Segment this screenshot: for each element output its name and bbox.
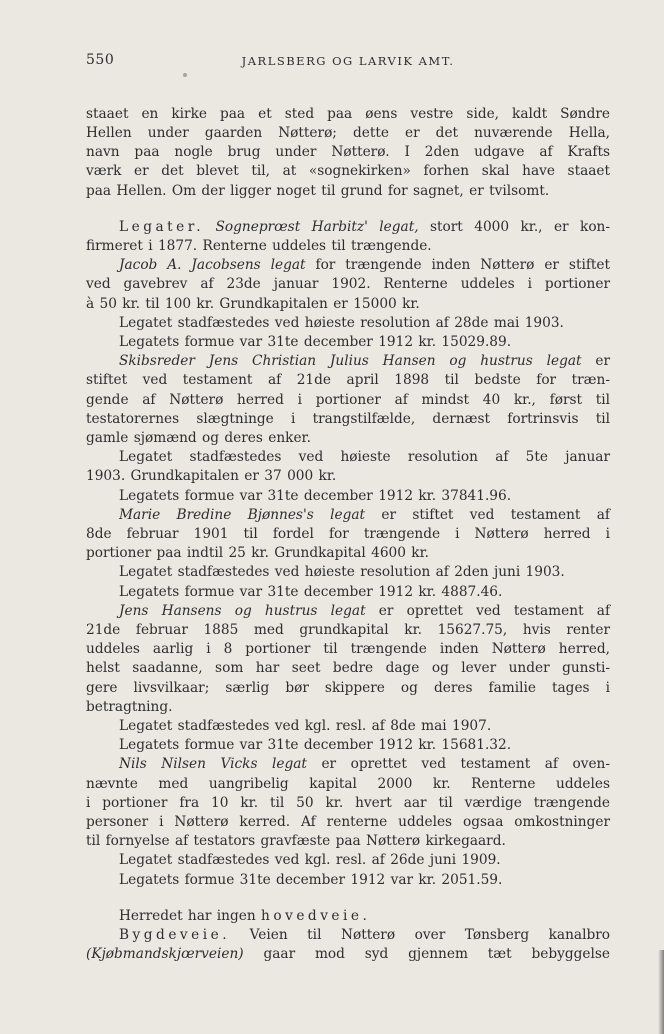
text-line: Hellen under gaarden Nøtterø; dette er det nuværende Hella,	[86, 124, 610, 141]
text-line: testatorernes slægtninge i trangstilfælde, dernæst fortrinsvis til	[86, 410, 610, 427]
text-line: gamle sjømænd og deres enker.	[86, 429, 311, 446]
text-line: Legatet stadfæstedes ved høieste resolution af 28de mai 1903.	[119, 314, 564, 331]
text-line: er	[595, 353, 610, 370]
text-line: Herredet har ingen	[119, 907, 256, 924]
page-number: 550	[86, 52, 115, 68]
text-line: paa Hellen. Om der ligger noget til grund for sagnet, er tvilsomt.	[86, 182, 550, 199]
text-line: i portioner fra 10 kr. til 50 kr. hvert aar til værdige trængende	[86, 794, 610, 811]
text-line: à 50 kr. til 100 kr. Grundkapitalen er 15000 kr.	[86, 295, 420, 312]
legat-title-hansen-skibsreder: Skibsreder Jens Christian Julius Hansen og hustrus legat	[119, 353, 582, 370]
legat-title-bjonnes: Marie Bredine Bjønnes's legat	[119, 506, 365, 523]
text-line: 8de februar 1901 til fordel for trængende i Nøtterø herred i	[86, 525, 610, 542]
text-line: er oprettet ved testament af	[378, 602, 611, 619]
text-line: Legatets formue var 31te december 1912 kr. 15029.89.	[119, 333, 512, 350]
section-heading-legater: Legater.	[119, 218, 205, 235]
legat-title-jens-hansen: Jens Hansens og hustrus legat	[119, 602, 366, 619]
legater-entry-6	[86, 755, 610, 774]
text-line: er stiftet ved testament af	[381, 506, 610, 523]
road-name-italic: (Kjøbmandskjœrveien)	[86, 946, 244, 963]
section-heading-hovedveie: hovedveie.	[261, 907, 371, 924]
body-text	[86, 91, 610, 964]
legater-entry-5	[86, 602, 610, 621]
text-line: Legatet stadfæstedes ved høieste resolution af 5te januar	[119, 449, 610, 466]
opening-paragraph	[86, 105, 610, 201]
legater-entry-1	[86, 218, 610, 237]
text-line: Legatets formue var 31te december 1912 kr. 37841.96.	[119, 487, 512, 504]
text-line: Legatets formue 31te december 1912 var kr. 2051.59.	[119, 871, 503, 888]
section-heading-bygdeveie: Bygdeveie.	[119, 927, 231, 944]
text-line: staaet en kirke paa et sted paa øens vestre side, kaldt Søndre	[86, 105, 610, 122]
page-header	[86, 52, 610, 72]
text-line: stiftet ved testament af 21de april 1898 til bedste for træn-	[86, 372, 610, 389]
text-line: portioner paa indtil 25 kr. Grundkapital 4600 kr.	[86, 545, 429, 562]
roads-line-1	[86, 907, 610, 926]
legater-entry-2	[86, 256, 610, 275]
text-line: Legatets formue var 31te december 1912 kr. 4887.46.	[119, 583, 503, 600]
text-line: 21de februar 1885 med grundkapital kr. 15627.75, hvis renter	[86, 621, 610, 638]
ink-speck	[183, 73, 187, 77]
text-line: Legatet stadfæstedes ved høieste resolution af 2den juni 1903.	[119, 564, 565, 581]
text-line: personer i Nøtterø kerred. Af renterne uddeles ogsaa omkostninger	[86, 814, 610, 830]
page-edge-shadow	[658, 950, 664, 1034]
legater-entry-4	[86, 506, 610, 525]
text-line: gende af Nøtterø herred i portioner af mindst 40 kr., først til	[86, 391, 610, 408]
text-line: gere livsvilkaar; særlig bør skippere og deres familie tages i	[86, 679, 610, 696]
text-line: Legatets formue var 31te december 1912 kr. 15681.32.	[119, 737, 512, 754]
roads-line-3	[86, 945, 610, 964]
running-title: JARLSBERG OG LARVIK AMT.	[241, 54, 455, 68]
text-line: firmeret i 1877. Renterne uddeles til trængende.	[86, 237, 432, 254]
text-line: betragtning.	[86, 698, 173, 715]
text-line: helst saadanne, som har seet bedre dage og lever under gunsti-	[86, 660, 610, 677]
legat-title-harbitz: Sogneprœst Harbitz' legat,	[215, 218, 419, 235]
text-line: Veien til Nøtterø over Tønsberg kanalbro	[249, 927, 610, 944]
text-line: er oprettet ved testament af oven-	[321, 756, 610, 773]
text-line: værk er det blevet til, at «sognekirken» forhen skal have staaet	[86, 163, 610, 180]
text-line: Legatet stadfæstedes ved kgl. resl. af 8de mai 1907.	[119, 717, 492, 734]
legater-entry-3	[86, 352, 610, 371]
text-line: Legatet stadfæstedes ved kgl. resl. af 26de juni 1909.	[119, 852, 501, 869]
text-line: stort 4000 kr., er kon-	[430, 218, 610, 235]
legat-title-vick: Nils Nilsen Vicks legat	[119, 756, 307, 773]
text-line: for trængende inden Nøtterø er stiftet	[315, 257, 610, 274]
text-line: 1903. Grundkapitalen er 37 000 kr.	[86, 468, 337, 485]
text-line: navn paa nogle brug under Nøtterø. I 2den udgave af Krafts	[86, 144, 610, 161]
text-line: ved gavebrev af 23de januar 1902. Renterne uddeles i portioner	[86, 276, 610, 293]
text-line: nævnte med uangribelig kapital 2000 kr. Renterne uddeles	[86, 775, 610, 792]
text-line: uddeles aarlig i 8 portioner til trængende inden Nøtterø herred,	[86, 641, 610, 658]
roads-line-2	[86, 926, 610, 945]
text-line: til fornyelse af testators gravfæste paa Nøtterø kirkegaard.	[86, 833, 506, 850]
legat-title-jacobsen: Jacob A. Jacobsens legat	[119, 257, 306, 274]
text-line: gaar mod syd gjennem tæt bebyggelse	[263, 946, 610, 963]
